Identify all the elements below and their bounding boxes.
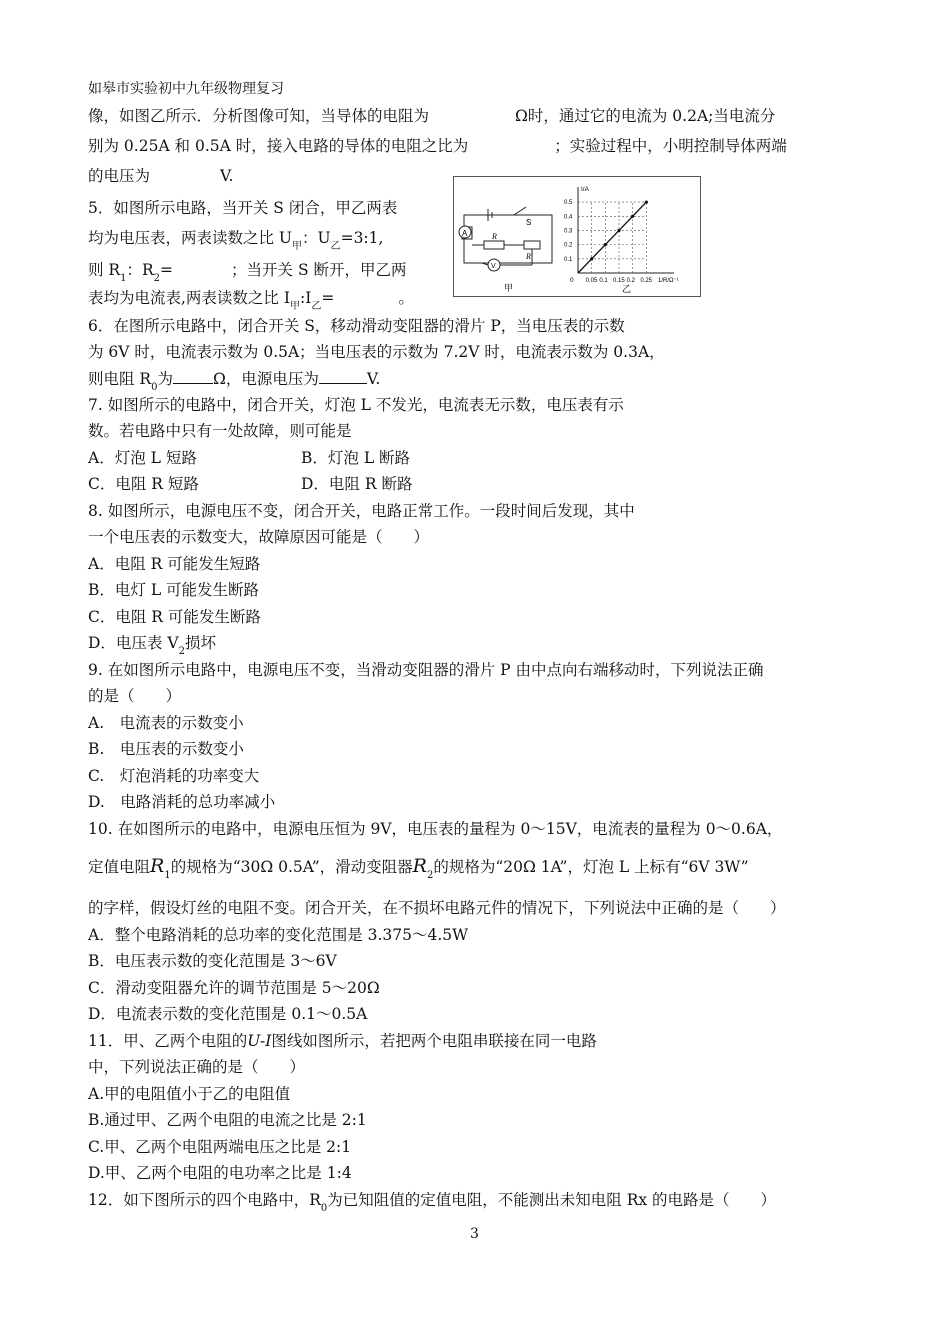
q11-line-1: 11．甲、乙两个电阻的U-I图线如图所示，若把两个电阻串联接在同一电路 xyxy=(88,1032,597,1050)
y-tick-label: 0.4 xyxy=(564,214,573,221)
q10-option-b: B．电压表示数的变化范围是 3～6V xyxy=(88,952,337,970)
q10-line-2: 定值电阻$R_1$的规格为“30Ω 0.5A”，滑动变阻器$R_2$的规格为“20Ω 1A”，灯泡 L 上标有“6V 3W” xyxy=(88,855,749,881)
resistor-label: R xyxy=(492,232,497,241)
q5-line-3: 则 $R_1$：$R_2=$ ；当开关 S 断开，甲乙两 xyxy=(88,261,407,284)
x-tick-label: 0.25 xyxy=(640,278,653,284)
q9-option-b: B. 电压表的示数变小 xyxy=(88,740,244,758)
data-point xyxy=(617,229,620,232)
q7-option-d: D．电阻 R 断路 xyxy=(301,475,413,493)
data-point xyxy=(631,215,634,218)
q10-option-c: C．滑动变阻器允许的调节范围是 5～20Ω xyxy=(88,979,380,997)
q10-option-d: D．电流表示数的变化范围是 0.1～0.5A xyxy=(88,1005,368,1023)
q7-option-b: B．灯泡 L 断路 xyxy=(301,449,411,467)
q9-option-c: C. 灯泡消耗的功率变大 xyxy=(88,767,260,785)
line-2: 别为 0.25A 和 0.5A 时，接入电路的导体的电阻之比为 ；实验过程中，小明控制导体两端 xyxy=(88,137,787,155)
q8-option-c: C．电阻 R 可能发生断路 xyxy=(88,608,261,626)
caption-left: 甲 xyxy=(504,283,514,293)
voltmeter-label: V xyxy=(491,263,496,270)
q5-line-1: 5．如图所示电路，当开关 S 闭合，甲乙两表 xyxy=(88,199,398,217)
q6-line-1: 6．在图所示电路中，闭合开关 S，移动滑动变阻器的滑片 P，当电压表的示数 xyxy=(88,317,625,335)
q10-line-1: 10. 在如图所示的电路中，电源电压恒为 9V，电压表的量程为 0～15V，电流表的量程为 0～0.6A， xyxy=(88,820,783,838)
origin-label: 0 xyxy=(570,277,574,284)
q7-line-1: 7. 如图所示的电路中，闭合开关，灯泡 L 不发光，电流表无示数，电压表有示 xyxy=(88,396,624,414)
q5-line-2: 均为电压表，两表读数之比 $U_甲$：$U_乙=3:1$, xyxy=(88,229,384,252)
q11-option-d: D.甲、乙两个电阻的电功率之比是 1:4 xyxy=(88,1164,352,1182)
q12-line-1: 12．如下图所示的四个电路中，$R_0$为已知阻值的定值电阻，不能测出未知电阻 Rx 的电路是（ ） xyxy=(88,1191,777,1214)
y-tick-label: 0.1 xyxy=(564,256,573,263)
y-axis-label: I/A xyxy=(581,186,589,193)
q11-line-2: 中，下列说法正确的是（ ） xyxy=(88,1058,306,1076)
data-point xyxy=(604,243,607,246)
q11-option-c: C.甲、乙两个电阻两端电压之比是 2:1 xyxy=(88,1138,352,1156)
x-tick-label: 0.1 xyxy=(599,278,608,284)
q7-option-c: C．电阻 R 短路 xyxy=(88,475,199,493)
caption-right: 乙 xyxy=(622,284,632,294)
q11-option-b: B.通过甲、乙两个电阻的电流之比是 2:1 xyxy=(88,1111,367,1129)
data-point xyxy=(645,200,648,203)
x-axis-label: 1/R/Ω⁻¹ xyxy=(658,278,679,284)
q10-option-a: A．整个电路消耗的总功率的变化范围是 3.375～4.5W xyxy=(88,926,469,944)
figure-svg xyxy=(454,177,700,296)
circuit-and-graph-figure xyxy=(453,176,701,297)
x-tick-label: 0.2 xyxy=(626,278,636,284)
line-1: 像，如图乙所示．分析图像可知，当导体的电阻为 Ω时，通过它的电流为 0.2A;当电流分 xyxy=(88,107,776,125)
graph-plot xyxy=(564,186,679,284)
circuit-diagram xyxy=(462,207,552,271)
rheostat-label: R' xyxy=(526,252,533,261)
page-number: 3 xyxy=(470,1226,479,1242)
line-3: 的电压为 V. xyxy=(88,167,234,185)
q6-line-3: 则电阻 $R_0$为 Ω，电源电压为 V. xyxy=(88,370,381,393)
q8-line-2: 一个电压表的示数变大，故障原因可能是（ ） xyxy=(88,528,430,546)
y-tick-label: 0.3 xyxy=(564,228,573,235)
q8-line-1: 8. 如图所示，电源电压不变，闭合开关，电路正常工作。一段时间后发现，其中 xyxy=(88,502,635,520)
switch-label: S xyxy=(526,218,532,227)
ammeter-label: A xyxy=(462,229,468,238)
q10-line-3: 的字样，假设灯丝的电阻不变。闭合开关，在不损坏电路元件的情况下，下列说法中正确的是（ ） xyxy=(88,899,786,917)
x-tick-label: 0.05 xyxy=(585,278,598,284)
q8-option-a: A．电阻 R 可能发生短路 xyxy=(88,555,261,573)
q7-option-a: A．灯泡 L 短路 xyxy=(88,449,197,467)
q5-line-4: 表均为电流表,两表读数之比 $I_甲:I_乙=$ 。 xyxy=(88,289,414,312)
y-tick-label: 0.2 xyxy=(564,242,573,249)
q9-option-a: A. 电流表的示数变小 xyxy=(88,714,244,732)
y-tick-label: 0.5 xyxy=(564,200,573,207)
q6-line-2: 为 6V 时，电流表示数为 0.5A；当电压表的示数为 7.2V 时，电流表示数为 0.3A， xyxy=(88,343,665,361)
q7-line-2: 数。若电路中只有一处故障，则可能是 xyxy=(88,422,352,440)
q9-line-1: 9. 在如图所示电路中，电源电压不变，当滑动变阻器的滑片 P 由中点向右端移动时，下列说法正确 xyxy=(88,661,764,679)
page-header: 如皋市实验初中九年级物理复习 xyxy=(88,81,284,97)
q11-option-a: A.甲的电阻值小于乙的电阻值 xyxy=(88,1085,291,1103)
data-line xyxy=(578,202,646,273)
q9-line-2: 的是（ ） xyxy=(88,687,182,705)
data-point xyxy=(590,257,593,260)
x-tick-label: 0.15 xyxy=(613,278,625,284)
q9-option-d: D. 电路消耗的总功率减小 xyxy=(88,793,276,811)
q8-option-d: D．电压表 $V_2$损坏 xyxy=(88,634,216,657)
q8-option-b: B．电灯 L 可能发生断路 xyxy=(88,581,260,599)
